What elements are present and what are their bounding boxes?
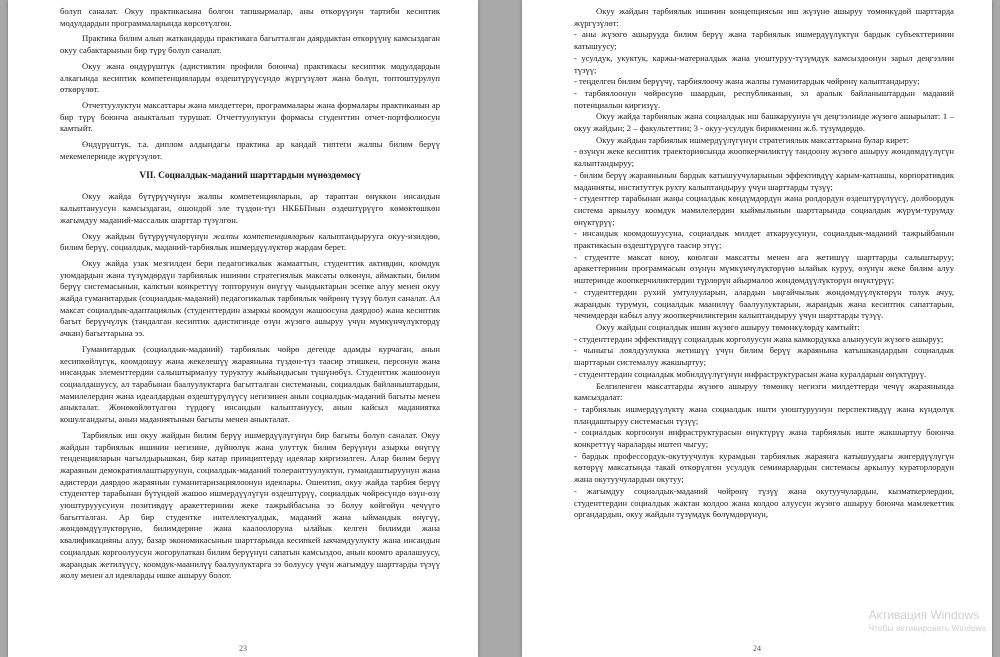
watermark-line: Чтобы активировать Windows xyxy=(868,623,986,633)
paragraph: Окуу жайда тарбиялык жана социалдык иш башкаруунун үч деңгээлинде жүзөгө ашырылат: 1 – окуу жайдын; 2 – факультеттин; 3 - окуу-усулдук бирикменин ж.б. түзүмдөрдө. xyxy=(574,111,954,134)
list-item: - жагымдуу социалдык-маданий чөйрөнү түзүү жана окутуучулардын, кызматкерлердин, студенттердин социалдык жактан колдоо жана колдоо алуусун жүзөгө ашыруу боюнча мамлекеттик органдардын, окуу жайдын түзүмдүк бөлүмдөрүнүн, xyxy=(574,485,954,520)
list-item: - тарбиялык ишмердүүлүктү жана социалдык ишти уюштуруунун перспективдүү жана күндөлүк пландаштыруу системасын түзүү; xyxy=(574,403,954,426)
paragraph: Тарбиялык иш окуу жайдын билим берүү ишмердүүлүгүнүн бир багыты болуп саналат. Окуу жайдын тарбиялык ишинин негизине, дүйнөлүк жана улуттук билим берүүнүн азыркы өнүгүү тенденцияларын чагылдырышкан, бир катар принциптердү идеялар киргизилген. Алар билим берүү жараянын демократиялаштыруунун, социалдык-маданий толеранттуулуктун, гумандаштыруунун жана адистерди даярдоо жараянын гуманитаризациялоонун идеялары. Ошентип, окуу жайда тарбия берүү студенттер тарабынан бүтүндөй жашоо ишмердүүлүгүн өздештүрүү, социалдык чөйрөсүндө өзүн-өзү уюштурууусунун позитивдүү аракеттеринин жеке тажрыйбасына ээ болуу көйгөйүн чечүүгө багытталган. Ар бир студентке интеллектуалдык, маданий жана ыймандык өнүгүү, жөндөмдүүлүктөрүнө, билимдерине жана каалоолоруна ылайык келген билимди жана квалификацияны алуу, базар экономикасынын шарттарында кесипкей ыкчамдуулукту жана инсандын социалдык коргоолуусун жогорулаткан билим берүүнүн сапатын камсыздоо, анын коомго аралашуусу, жарандык жетилүүсү, коомдук-маанилүү баалуулуктарга ээ болуусу үчүн жагымдуу шарттарды түзүү жолу менен ал идеяларды ишке ашыруу болот. xyxy=(60,429,440,581)
document-page-left xyxy=(8,0,478,657)
paragraph: Отчеттуулуктун максаттары жана милдеттери, программалары жана формалары практиканын ар бир түрү боюнча аныкталып турушат. Отчеттуулуктун формасы студенттин отчет-портфолиосун камтыйт. xyxy=(60,99,440,134)
list-item: - өзүнүн жеке кесиптик траекториясында жоопкерчиликтүү тандоону жүзөгө ашыруу жөндөмдүүлүгүн калыптандыруу; xyxy=(574,146,954,169)
paragraph: Гуманитардык (социалдык-маданий) тарбиялык чөйрө дегенде адамды курчаган, анын кесипкөйлүгүк, коомдошуу жана жекелешүү жараянына түздөн-түз таасир этишкен, персонун жана инсандык элементтердин салыштырмалуу туруктуу жыйындысын түшүнөбүз. Студенттик жашоонун социалдашуусу, ал тарабынан баалуулуктарга багытталган системанын, социалдык байланыштардын, мамилелердин жана идеалдардын өздештүрүлүүсү негизинен анын социалдык-маданий багыты менен аныкталат. Жөнөкөйлөтүлгөн түрдөгү инсандын калыптануусу, анын кайсыл маданиятка кошулгандыгы, анын маданиятынын багыты менен аныкталат. xyxy=(60,343,440,425)
paragraph: Окуу жайдын социалдык ишин жүзөгө ашыруу төмөнкүлөрдү камтыйт: xyxy=(596,321,860,332)
text-run: Окуу жайдын бүтүрүүчүлөрүнүн xyxy=(82,230,213,241)
list-item: - студенттердин рухий умтулууларын, алардын ыңгайчылык жөндөмдүүлүктөрүн толук ачуу, жарандык турумун, социалдык маанилүү баалуулуктарын, жарандык жана кесиптик сапаттарын, чечимдерди кабыл алуу жоопкерчиликтерин калыптандыруу үчүн шарттарды түзүү. xyxy=(574,286,954,321)
list-item: - билим берүү жараянынын бардык катышуучуларынын эффективдүү карым-катнашы, корпоративдик маданияты, институттук рухту калыптандыруу үчүн шарттарды түзүү; xyxy=(574,169,954,192)
list-item: - аны жүзөгө ашырууда билим берүү жана тарбиялык ишмердүүлүктүн бардык субъекттеринин катышуусу; xyxy=(574,29,954,52)
page-number: 23 xyxy=(239,644,247,653)
activation-watermark xyxy=(868,609,986,635)
list-item: - усулдук, укуктук, каржы-материалдык жана уюштуруу-түзүмдүк камсыздоонун зарыл деңгээлин түзүү; xyxy=(574,52,954,75)
paragraph: Окуу жайдын тарбиялык ишмердүүлүгүнүн стратегиялык максаттарына булар кирет: xyxy=(596,134,910,145)
text-run: калыптандырууга окуу-изилдөө, билим берүү, социалдык, маданий-тарбиялык ишмердүүлүктөр жардам берет. xyxy=(60,230,440,253)
paragraph: Өндүрүштүк, т.а. диплом алдындагы практика ар кандай типтеги жалпы билим берүү мекемелеринде жүргүзүлөт. xyxy=(60,139,440,161)
page-content-left xyxy=(60,6,440,582)
page-number: 24 xyxy=(753,644,761,653)
list-item: - теңделген билим берүүчү, тарбиялоочу жана жалпы гуманитардык чөйрөнү калыптандыруу; xyxy=(574,76,920,87)
list-item: - студенттердин эффективдүү социалдык корголуусун жана камкордукка алынуусун жүзөгө ашыруу; xyxy=(574,333,944,344)
document-page-right xyxy=(522,0,992,657)
paragraph: Окуу жайдын тарбиялык ишинин концепциясын иш жүзүнө ашыруу төмөнкүдөй шарттарда жүргүзүлөт: xyxy=(574,6,954,28)
paragraph: Белгиленген максаттарды жүзөгө ашыруу төмөнкү негизги милдеттерди чечүү жараянында камсыздалат: xyxy=(574,380,954,403)
list-item: - студенттердин социалдык мобилдүүлүгүнүн инфраструктурасын жана куралдарын өнүктүрүү. xyxy=(574,368,927,379)
page-content-right xyxy=(574,6,954,521)
list-item: - студенттер тарабынан жаңы социалдык көндүмдөрдүн жана ролдордун өздештүрүлүүсү, долбоордук система аркылуу коомдук мамилелердин кыймылынын шарттарында социалдык жүрүм-турумду өнүктүрүү; xyxy=(574,193,954,227)
paragraph: Окуу жана өндүрүштүк (адистиктин профили боюнча) практикасы кесиптик модулдардын алкагында кесиптик компетенцияларды өздештүрүүсүндө жүргүзүлөт жана бөлүп, топтоштурулуп өткөрүлөт. xyxy=(60,60,440,95)
watermark-line: Активация Windows xyxy=(868,608,980,622)
list-item: - тарбиялоонун чөйрөсүнө шаардын, республиканын, эл аралык байланыштардын маданий потенциалын киргизүү. xyxy=(574,87,954,110)
italic-term: жалпы компетенцияларын xyxy=(212,230,314,241)
paragraph: Окуу жайда узак мезгилден бери педагогикалык жамааттын, студенттик активдин, коомдук уюмдардын жана түзүмдөрдүн тарбиялык ишинин стратегиялык максаты өлкөнүн, аймактын, билим берүү системасынын, калктын конкреттүү топторунун өнүгүү чындыктарын эсепке алуу менен окуу жайда гуманитардык (социалдык-маданий) педагогикалык тарбиялык чөйрөнү түзүү болуп саналат. Ал максат социалдык-адаптациялык (студенттердин азыркы коомдун жашоосуна даярдоо) жана кесиптик багыт берүүчүлүк (тандалган кесиптик адистигинде өзүн жүзөгө ашыруу үчүн мүмкүнчүлүктөрдү ачкан) багыттарына ээ. xyxy=(60,257,440,339)
paragraph xyxy=(60,231,440,254)
list-item: - чыныгы лоялдуулукка жетишүү үчүн билим берүү жараянына катышкандардын социалдык шарттарын системалуу жакшыртуу; xyxy=(574,345,954,368)
paragraph: Окуу жайда бүтүрүүчүнүн жалпы компетенцияларын, ар тараптан өнүккөн инсандын калыптануусун камсыздаган, ошондой эле түздөн-түз НКББПнын өздештүрүүгө көмөктөшкөн жагымдуу маданий-массалык шарттар түзүлгөн. xyxy=(60,191,440,225)
paragraph: Практика билим алып жаткандарды практикага багытталган даярдыктан өткөрүүнү камсыздаган окуу сабактарынын бир түрү болуп саналат. xyxy=(60,33,440,56)
paragraph: болуп саналат. Окуу практикасына болгон тапшырмалар, аны өткөрүүнүн тартиби кесиптик модулдардын программаларында көрсөтүлгөн. xyxy=(60,6,440,28)
list-item: - бардык профессордук-окутуучулук курамдын тарбиялык жараянга катышуудагы жигердүүлүгүн көтөрүү максатында такай өткөрүлгөн усулдук семинарлардын системасы аркылуу кураторлордун жана окутуучулардын окутуу; xyxy=(574,450,954,485)
list-item: - студентте максат коюу, коюлган максатты менен ага жетишүү шарттарды салыштыруу; аракеттеринин программасын өзүнүн мүмкүнчүлүктөрүнө ылайык куруу, өзүнүн жеке билим алуу иштеринде жоопкерчиликтердин түрлөрүн айырмалоо жөндөмдүүлүктөрүн өнүктүрүү; xyxy=(574,251,954,286)
section-heading: VII. Социалдык-маданий шарттардын мүнөздөмөсү xyxy=(139,171,361,182)
list-item: - социалдык коргоонун инфраструктурасын өнүктүрүү жана тарбиялык иште жакшыртуу боюнча конкреттүү чараларды иштеп чыгуу; xyxy=(574,427,954,450)
list-item: - инсандык коомдошуусуна, социалдык милдет аткаруусунун, социалдык-маданий тажрыйбанын практикасын өздештүрүүгө таасир этүү; xyxy=(574,228,954,251)
